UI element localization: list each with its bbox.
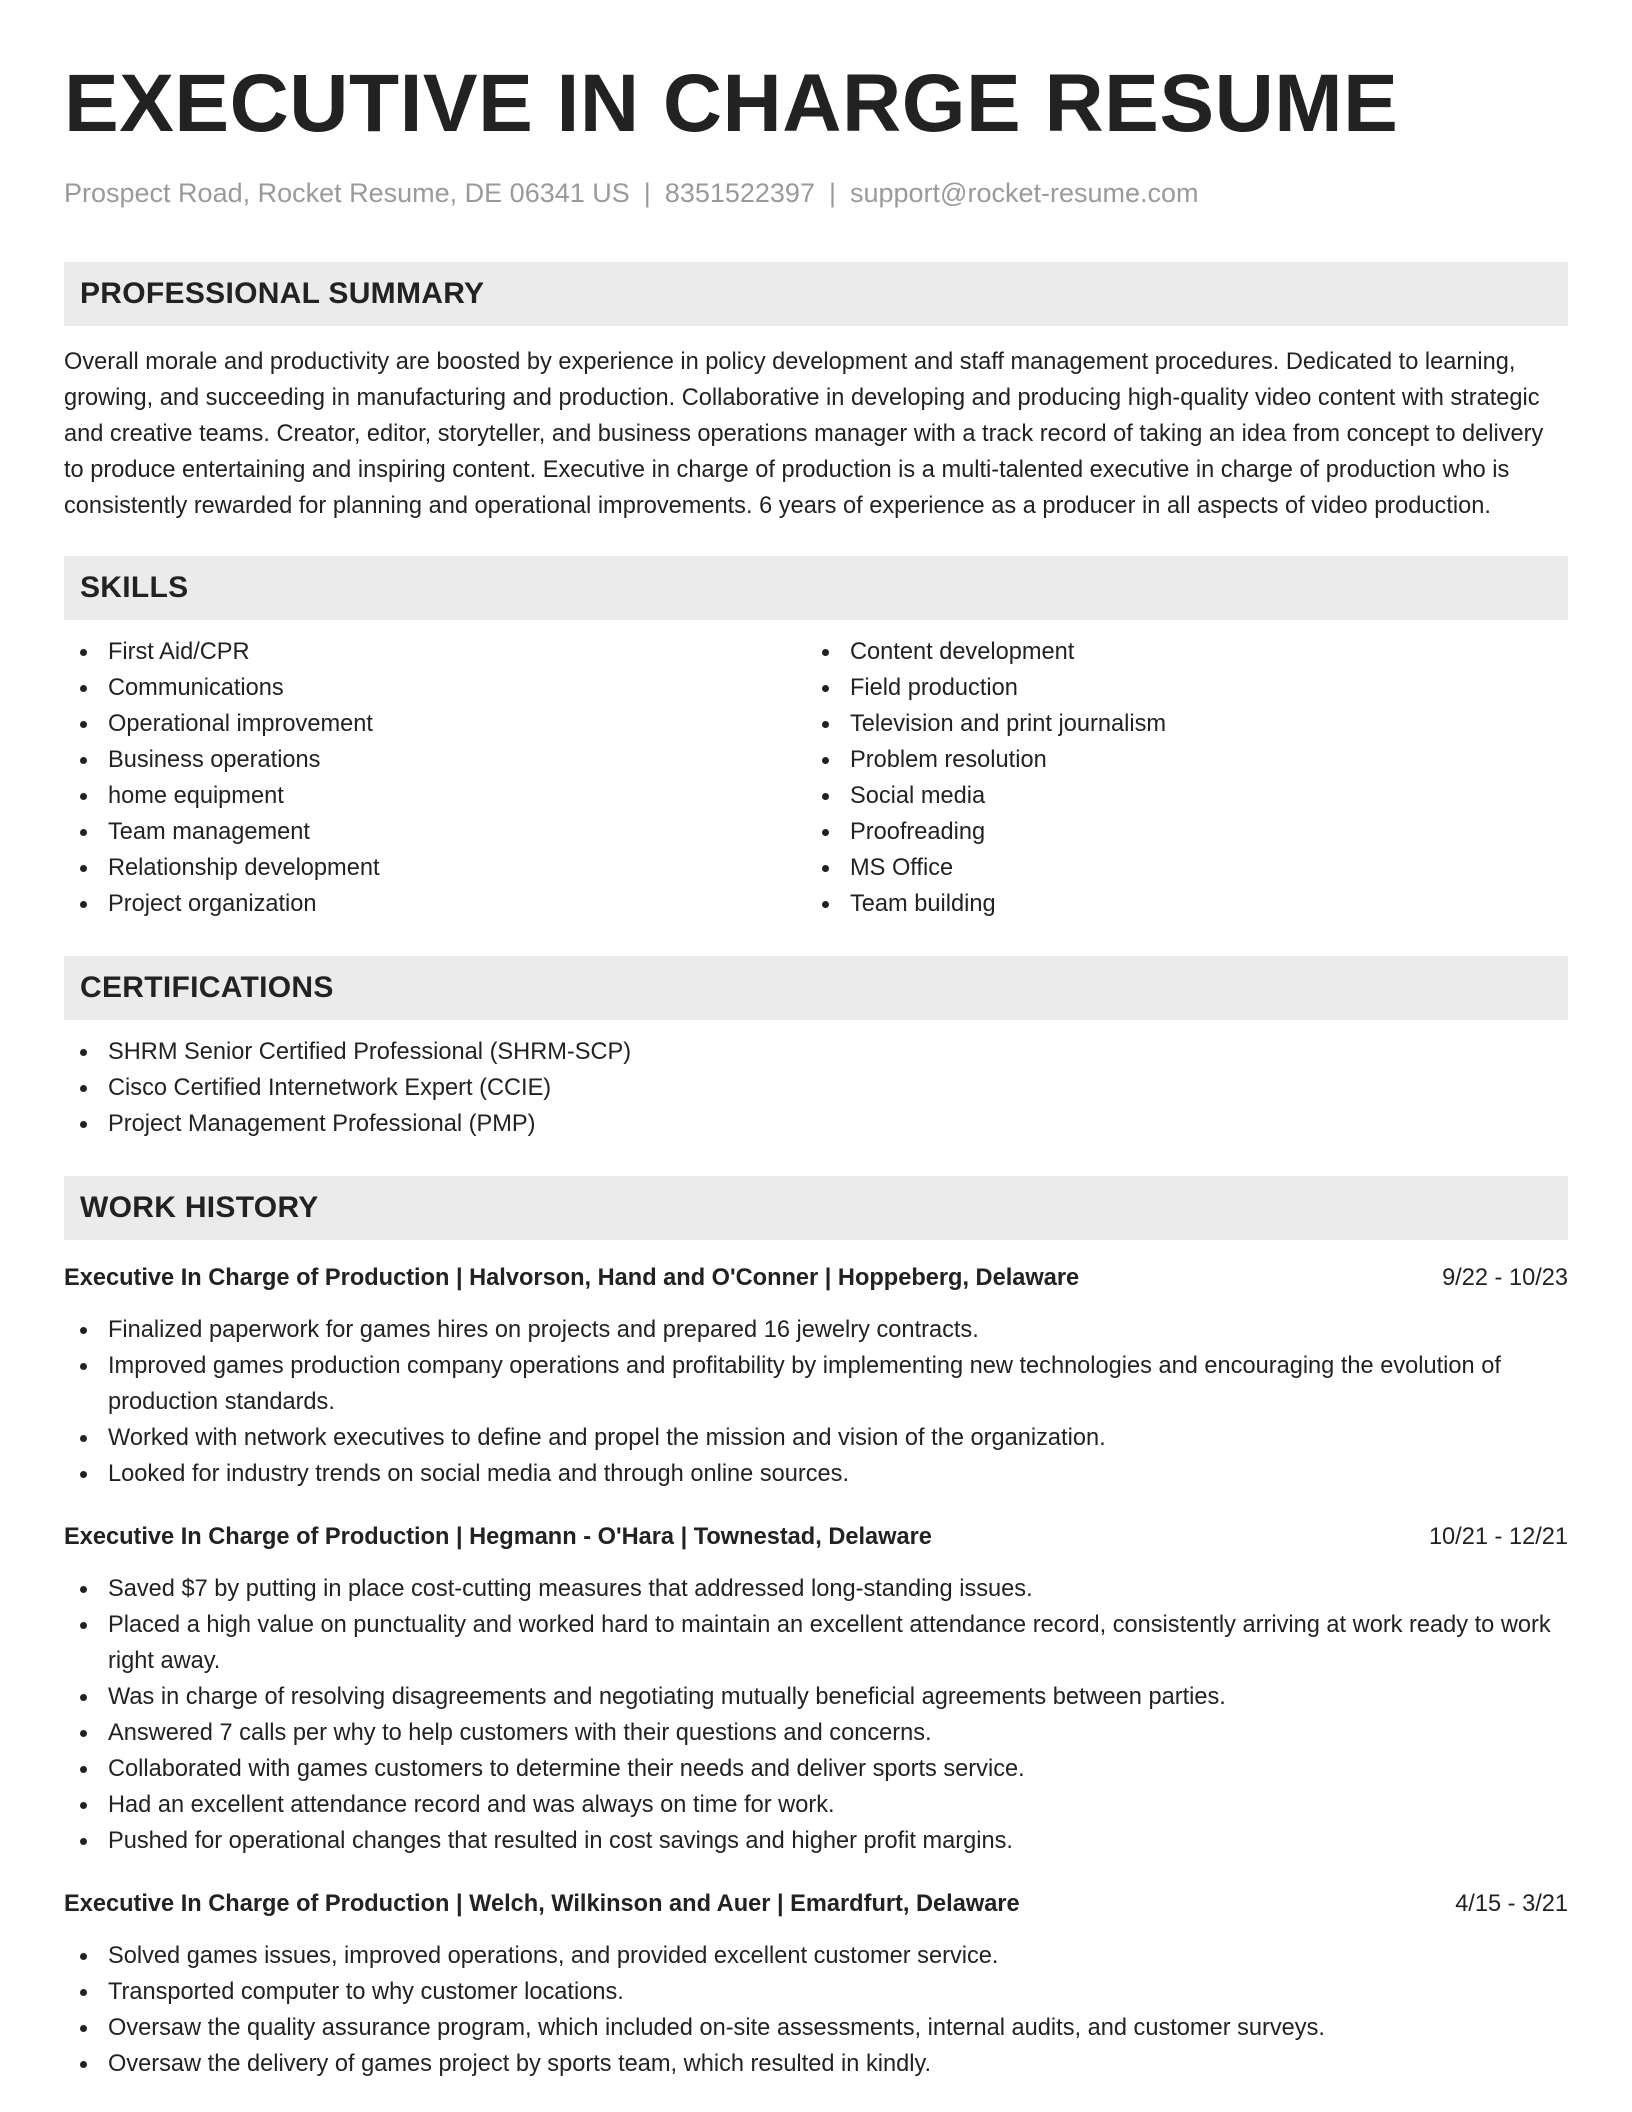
skill-item: Field production — [806, 670, 1548, 706]
skill-item: Team management — [64, 814, 806, 850]
skill-item: MS Office — [806, 850, 1548, 886]
skill-item: Operational improvement — [64, 706, 806, 742]
job-duty-item: Collaborated with games customers to determine their needs and deliver sports service. — [64, 1751, 1568, 1787]
skills-list-right — [806, 634, 1548, 922]
skill-item: Business operations — [64, 742, 806, 778]
job-duty-item: Saved $7 by putting in place cost-cutting measures that addressed long-standing issues. — [64, 1571, 1568, 1607]
contact-address: Prospect Road, Rocket Resume, DE 06341 US — [64, 178, 630, 208]
job-entry — [64, 1260, 1568, 1492]
skill-item: Television and print journalism — [806, 706, 1548, 742]
job-duty-item: Improved games production company operations and profitability by implementing new technologies and encouraging the evolution of production standards. — [64, 1348, 1568, 1420]
job-duty-item: Finalized paperwork for games hires on projects and prepared 16 jewelry contracts. — [64, 1312, 1568, 1348]
skill-item: Social media — [806, 778, 1548, 814]
certification-item: Cisco Certified Internetwork Expert (CCIE) — [64, 1070, 1568, 1106]
skills-columns — [64, 634, 1568, 922]
job-duties-list — [64, 1938, 1568, 2082]
job-duties-list — [64, 1571, 1568, 1859]
job-title: Executive In Charge of Production | Hegmann - O'Hara | Townestad, Delaware — [64, 1524, 932, 1550]
skill-item: Problem resolution — [806, 742, 1548, 778]
job-duty-item: Worked with network executives to define and propel the mission and vision of the organization. — [64, 1420, 1568, 1456]
job-header — [64, 1886, 1568, 1922]
skill-item: Team building — [806, 886, 1548, 922]
skill-item: First Aid/CPR — [64, 634, 806, 670]
professional-summary-heading: PROFESSIONAL SUMMARY — [64, 262, 1568, 326]
job-duty-item: Answered 7 calls per why to help customers with their questions and concerns. — [64, 1715, 1568, 1751]
certifications-list — [64, 1034, 1568, 1142]
skill-item: Project organization — [64, 886, 806, 922]
contact-separator: | — [828, 178, 836, 208]
job-header — [64, 1519, 1568, 1555]
certification-item: Project Management Professional (PMP) — [64, 1106, 1568, 1142]
skills-heading: SKILLS — [64, 556, 1568, 620]
contact-phone: 8351522397 — [664, 178, 815, 208]
job-entry — [64, 1519, 1568, 1859]
job-duty-item: Was in charge of resolving disagreements and negotiating mutually beneficial agreements between parties. — [64, 1679, 1568, 1715]
job-duty-item: Pushed for operational changes that resulted in cost savings and higher profit margins. — [64, 1823, 1568, 1859]
skill-item: Communications — [64, 670, 806, 706]
skill-item: home equipment — [64, 778, 806, 814]
skill-item: Relationship development — [64, 850, 806, 886]
job-title: Executive In Charge of Production | Halvorson, Hand and O'Conner | Hoppeberg, Delaware — [64, 1265, 1080, 1291]
job-duty-item: Solved games issues, improved operations, and provided excellent customer service. — [64, 1938, 1568, 1974]
contact-email: support@rocket-resume.com — [849, 178, 1199, 208]
skill-item: Proofreading — [806, 814, 1548, 850]
job-duty-item: Placed a high value on punctuality and worked hard to maintain an excellent attendance record, consistently arriving at work ready to work right away. — [64, 1607, 1568, 1679]
job-duty-item: Transported computer to why customer locations. — [64, 1974, 1568, 2010]
job-duty-item: Looked for industry trends on social media and through online sources. — [64, 1456, 1568, 1492]
contact-line — [64, 176, 1568, 210]
job-dates: 9/22 - 10/23 — [1442, 1265, 1568, 1291]
job-entry — [64, 1886, 1568, 2082]
job-duty-item: Had an excellent attendance record and was always on time for work. — [64, 1787, 1568, 1823]
job-duties-list — [64, 1312, 1568, 1492]
job-duty-item: Oversaw the delivery of games project by sports team, which resulted in kindly. — [64, 2046, 1568, 2082]
contact-separator: | — [643, 178, 651, 208]
certifications-heading: CERTIFICATIONS — [64, 956, 1568, 1020]
certification-item: SHRM Senior Certified Professional (SHRM-SCP) — [64, 1034, 1568, 1070]
skill-item: Content development — [806, 634, 1548, 670]
resume-title: EXECUTIVE IN CHARGE RESUME — [64, 58, 1399, 149]
professional-summary-text: Overall morale and productivity are boosted by experience in policy development and staff management procedures. Dedicated to learning, growing, and succeeding in manufacturing and production. Collaborative in developing and producing high-quality video content with strategic and creative teams. Creator, editor, storyteller, and business operations manager with a track record of taking an idea from concept to delivery to produce entertaining and inspiring content. Executive in charge of production is a multi-talented executive in charge of production who is consistently rewarded for planning and operational improvements. 6 years of experience as a producer in all aspects of video production. — [64, 349, 1544, 519]
job-header — [64, 1260, 1568, 1296]
job-dates: 4/15 - 3/21 — [1455, 1891, 1568, 1917]
skills-list-left — [64, 634, 806, 922]
job-duty-item: Oversaw the quality assurance program, which included on-site assessments, internal audits, and customer surveys. — [64, 2010, 1568, 2046]
job-dates: 10/21 - 12/21 — [1428, 1524, 1568, 1550]
work-history-heading: WORK HISTORY — [64, 1176, 1568, 1240]
job-title: Executive In Charge of Production | Welch, Wilkinson and Auer | Emardfurt, Delaware — [64, 1891, 1020, 1917]
